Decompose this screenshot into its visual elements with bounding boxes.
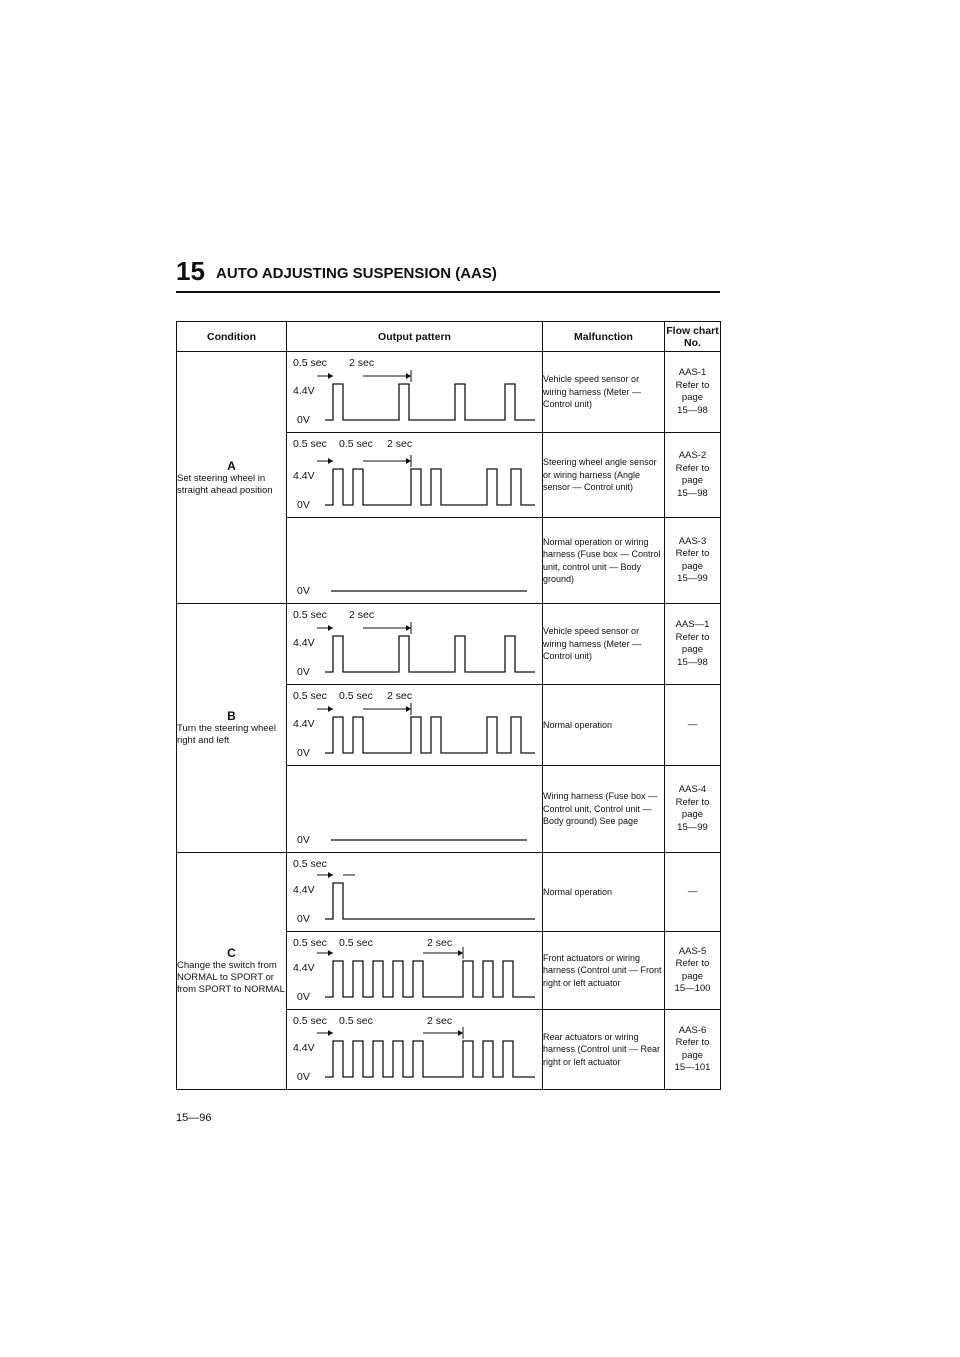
col-output-pattern: Output pattern	[287, 322, 543, 352]
volt-label-4-4v: 4.4V	[293, 962, 315, 974]
arrow-head	[328, 706, 333, 712]
flow-chart-cell	[665, 352, 721, 433]
col-malfunction: Malfunction	[543, 322, 665, 352]
condition-b	[177, 604, 287, 853]
malfunction-cell: Normal operation or wiring harness (Fuse box — Control unit, control unit — Body ground)	[543, 518, 665, 604]
output-pattern	[287, 1010, 543, 1090]
arrow-head	[458, 950, 463, 956]
waveform-trace	[325, 469, 535, 505]
waveform	[287, 766, 543, 852]
zero-volt-label: 0V	[297, 499, 310, 511]
flow-chart-ref: page	[681, 560, 704, 572]
output-pattern	[287, 932, 543, 1010]
flow-chart-cell	[665, 685, 721, 766]
arrow-head	[328, 373, 333, 379]
flow-chart-cell	[665, 1010, 721, 1090]
half-sec-label: 0.5 sec	[293, 609, 327, 621]
waveform-trace	[325, 883, 535, 919]
arrow-head	[406, 625, 411, 631]
flow-chart-cell	[665, 932, 721, 1010]
flow-chart-page: 15—101	[674, 1062, 711, 1073]
table-row	[177, 853, 721, 932]
flow-chart-ref: Refer to	[675, 796, 710, 808]
half-sec-label: 0.5 sec	[339, 937, 373, 949]
flow-chart-ref: Refer to	[675, 958, 710, 969]
zero-volt-label: 0V	[297, 991, 310, 1003]
table-header-row	[177, 322, 721, 352]
volt-label-4-4v: 4.4V	[293, 718, 315, 730]
half-sec-label: 0.5 sec	[339, 690, 373, 702]
arrow-head	[328, 872, 333, 878]
volt-label-4-4v: 4.4V	[293, 637, 315, 649]
flow-chart-ref: page	[681, 644, 704, 655]
flow-chart-ref: Refer to	[675, 548, 710, 559]
condition-description: Set steering wheel in straight ahead position	[177, 472, 273, 496]
col-condition: Condition	[177, 322, 287, 352]
flow-chart-cell	[665, 766, 721, 853]
flow-chart-ref: Refer to	[675, 379, 710, 391]
flow-chart-id: AAS-1	[678, 367, 707, 378]
output-pattern	[287, 853, 543, 932]
flow-chart-page: 15—100	[674, 983, 711, 994]
condition-description: Change the switch from NORMAL to SPORT or from SPORT to NORMAL	[177, 960, 285, 995]
output-pattern	[287, 604, 543, 685]
flow-chart-ref: page	[681, 475, 704, 486]
zero-volt-label: 0V	[297, 585, 310, 597]
half-sec-label: 0.5 sec	[293, 858, 327, 870]
flow-chart-id: AAS-2	[678, 450, 707, 461]
two-sec-label: 2 sec	[387, 438, 413, 450]
malfunction-cell: Normal operation	[543, 853, 665, 932]
arrow-head	[406, 458, 411, 464]
volt-label-4-4v: 4.4V	[293, 884, 315, 896]
two-sec-label: 2 sec	[427, 1015, 453, 1027]
output-pattern	[287, 685, 543, 766]
waveform-trace	[325, 961, 535, 997]
arrow-head	[406, 706, 411, 712]
flow-chart-ref: page	[681, 970, 704, 982]
condition-letter: B	[227, 709, 236, 723]
half-sec-label: 0.5 sec	[293, 357, 327, 369]
section-title: AUTO ADJUSTING SUSPENSION (AAS)	[216, 265, 497, 282]
flow-chart-page: 15—98	[677, 404, 708, 416]
flow-chart-id: AAS-5	[678, 945, 707, 957]
waveform	[287, 433, 543, 517]
waveform-trace	[325, 636, 535, 672]
output-pattern	[287, 352, 543, 433]
waveform	[287, 604, 543, 684]
col-flow-chart-line1: Flow chart	[666, 324, 719, 337]
waveform	[287, 685, 543, 765]
waveform-trace	[325, 717, 535, 753]
two-sec-label: 2 sec	[387, 690, 413, 702]
arrow-head	[406, 373, 411, 379]
flow-chart-id: —	[687, 718, 698, 730]
zero-volt-label: 0V	[297, 747, 310, 759]
flow-chart-id: —	[687, 885, 698, 897]
waveform-trace	[325, 1041, 535, 1077]
zero-volt-label: 0V	[297, 834, 310, 846]
zero-volt-label: 0V	[297, 913, 310, 925]
half-sec-label: 0.5 sec	[339, 438, 373, 450]
flow-chart-ref: Refer to	[675, 1037, 710, 1048]
half-sec-label: 0.5 sec	[293, 937, 327, 949]
half-sec-label: 0.5 sec	[293, 690, 327, 702]
zero-volt-label: 0V	[297, 1071, 310, 1083]
output-pattern	[287, 766, 543, 853]
malfunction-cell: Wiring harness (Fuse box — Control unit, Control unit — Body ground) See page	[543, 766, 665, 853]
flow-chart-cell	[665, 853, 721, 932]
half-sec-label: 0.5 sec	[293, 438, 327, 450]
half-sec-label: 0.5 sec	[339, 1015, 373, 1027]
flow-chart-ref: Refer to	[675, 631, 710, 643]
zero-volt-label: 0V	[297, 666, 310, 678]
flow-chart-page: 15—99	[677, 573, 708, 584]
section-number: 15	[176, 256, 205, 286]
flow-chart-ref: page	[681, 809, 704, 820]
condition-letter: A	[227, 458, 236, 473]
section-header	[176, 256, 720, 290]
malfunction-cell: Vehicle speed sensor or wiring harness (Meter — Control unit)	[543, 352, 665, 433]
volt-label-4-4v: 4.4V	[293, 385, 315, 397]
flow-chart-id: AAS-6	[678, 1024, 707, 1036]
output-pattern	[287, 433, 543, 518]
table-row	[177, 352, 721, 433]
condition-description: Turn the steering wheel right and left	[177, 723, 276, 746]
arrow-head	[328, 1030, 333, 1036]
waveform	[287, 932, 543, 1009]
waveform	[287, 1010, 543, 1089]
waveform	[287, 352, 543, 432]
output-pattern	[287, 518, 543, 604]
waveform	[287, 853, 543, 931]
malfunction-cell: Front actuators or wiring harness (Control unit — Front right or left actuator	[543, 932, 665, 1010]
two-sec-label: 2 sec	[427, 937, 453, 949]
malfunction-cell: Rear actuators or wiring harness (Control unit — Rear right or left actuator	[543, 1010, 665, 1090]
flow-chart-page: 15—99	[677, 821, 708, 833]
two-sec-label: 2 sec	[349, 609, 375, 621]
arrow-head	[328, 625, 333, 631]
condition-c	[177, 853, 287, 1090]
flow-chart-cell	[665, 518, 721, 604]
malfunction-cell: Vehicle speed sensor or wiring harness (Meter — Control unit)	[543, 604, 665, 685]
flow-chart-ref: page	[681, 392, 704, 403]
flow-chart-ref: Refer to	[675, 462, 710, 474]
flow-chart-id: AAS—1	[675, 619, 710, 630]
flow-chart-cell	[665, 604, 721, 685]
volt-label-4-4v: 4.4V	[293, 1042, 315, 1054]
zero-volt-label: 0V	[297, 414, 310, 426]
half-sec-label: 0.5 sec	[293, 1015, 327, 1027]
arrow-head	[328, 950, 333, 956]
flow-chart-ref: page	[681, 1049, 704, 1061]
arrow-head	[328, 458, 333, 464]
flow-chart-id: AAS-3	[678, 535, 707, 547]
condition-letter: C	[227, 946, 236, 960]
flow-chart-id: AAS-4	[678, 784, 707, 795]
flow-chart-page: 15—98	[677, 656, 708, 668]
table-row	[177, 604, 721, 685]
malfunction-cell: Steering wheel angle sensor or wiring harness (Angle sensor — Control unit)	[543, 433, 665, 518]
waveform-trace	[325, 384, 535, 420]
malfunction-cell: Normal operation	[543, 685, 665, 766]
page-number: 15—96	[176, 1112, 212, 1124]
flow-chart-page: 15—98	[677, 487, 708, 499]
diagnosis-table	[176, 321, 721, 1090]
arrow-head	[458, 1030, 463, 1036]
waveform	[287, 518, 543, 603]
col-flow-chart-line2: No.	[684, 336, 701, 349]
condition-a	[177, 352, 287, 604]
col-flow-chart	[665, 322, 721, 352]
two-sec-label: 2 sec	[349, 357, 375, 369]
volt-label-4-4v: 4.4V	[293, 470, 315, 482]
flow-chart-cell	[665, 433, 721, 518]
header-rule	[176, 291, 720, 293]
